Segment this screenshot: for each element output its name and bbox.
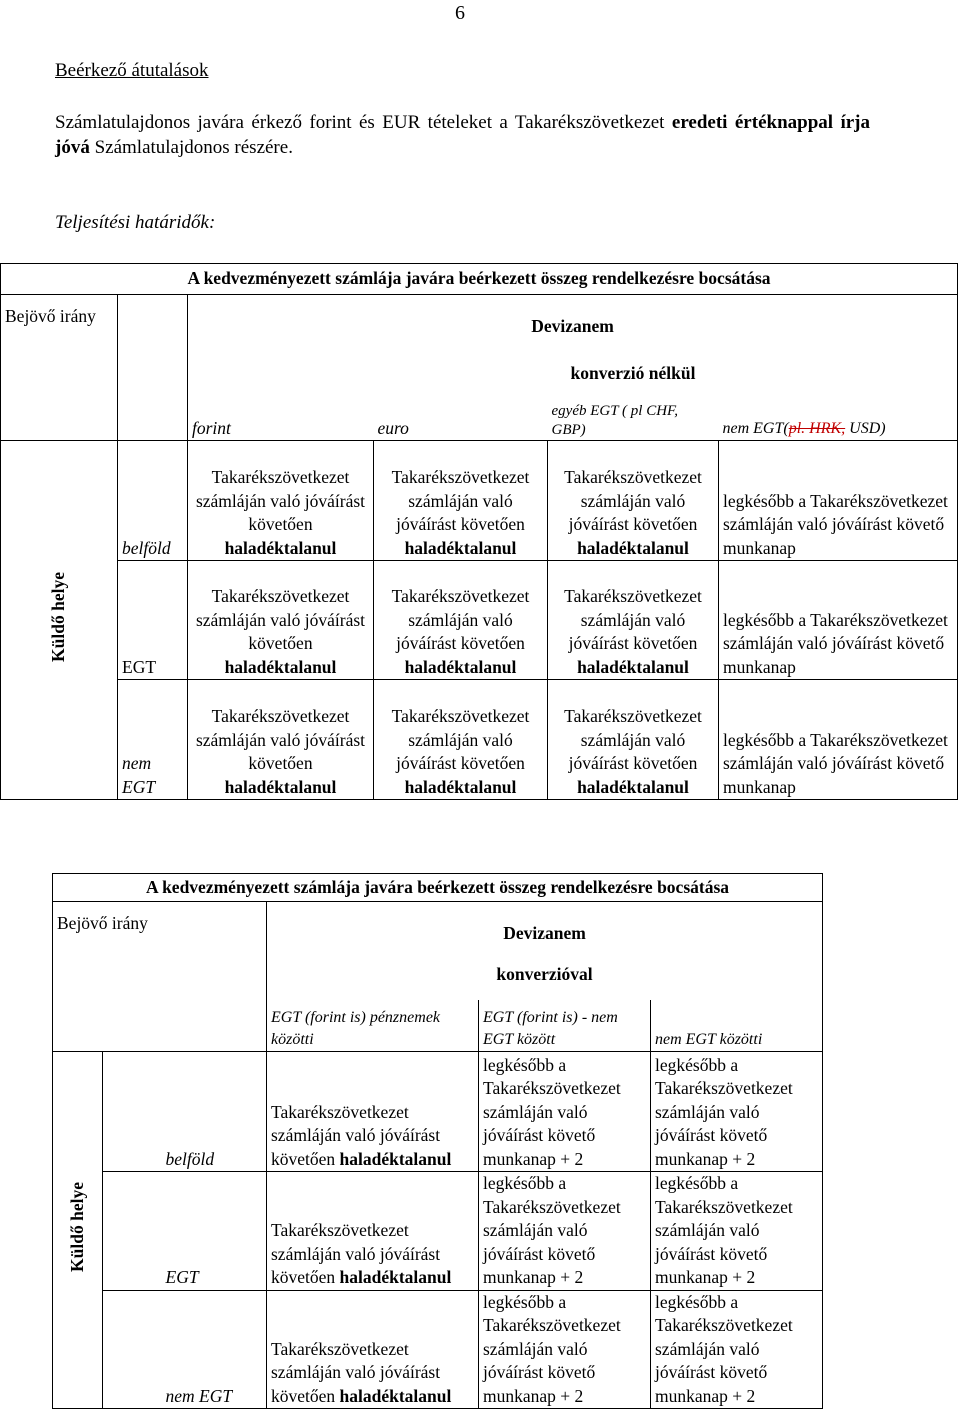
cell-normal [548,561,719,680]
table2-title: A kedvezményezett számlája javára beérkezett összeg rendelkezésre bocsátása [53,874,823,902]
cell-bold: haladéktalanul [404,776,517,797]
cell-late: legkésőbb a Takarékszövetkezet számláján való jóváírást követő munkanap + 2 [479,1052,651,1172]
cell-late: legkésőbb a Takarékszövetkezet számláján való jóváírást követő munkanap + 2 [479,1172,651,1291]
subtitle: Teljesítési határidők: [55,212,216,233]
cell-bold: haladéktalanul [224,776,337,797]
intro-text-start: Számlatulajdonos javára érkező forint és EUR tételeket a Takarékszövetkezet [55,112,672,133]
cell-bold: haladéktalanul [404,537,517,558]
col-nem-egt [719,386,958,441]
table1-kuldo-cell [1,441,118,800]
cell-text: Takarékszövetkezet számláján való jóváírást követően [271,1220,441,1287]
col-forint: forint [188,386,374,441]
table1-bejovo: Bejövő irány [1,295,118,441]
col2-2: EGT (forint is) - nem EGT között [479,1000,651,1052]
intro-text-end: Számlatulajdonos részére. [89,137,293,158]
table1-title: A kedvezményezett számlája javára beérkezett összeg rendelkezésre bocsátása [1,264,958,295]
table1-kuldo: Küldő helye [48,571,69,662]
cell-late: legkésőbb a Takarékszövetkezet számláján való jóváírást követő munkanap [719,441,958,561]
cell-normal [267,1172,479,1291]
cell-normal [267,1052,479,1172]
devizanem-text: Devizanem [503,923,586,943]
cell-text: Takarékszövetkezet számláján való jóváírást követően [391,586,530,653]
table2-kuldo-cell [53,1052,103,1409]
table2-kuldo: Küldő helye [66,1181,87,1272]
cell-text: Takarékszövetkezet számláján való jóváírást követően [391,706,530,773]
cell-late: legkésőbb a Takarékszövetkezet számláján való jóváírást követő munkanap + 2 [651,1052,823,1172]
cell-late: legkésőbb a Takarékszövetkezet számláján való jóváírást követő munkanap + 2 [479,1290,651,1409]
table-without-conversion [0,263,958,800]
row-label: nem EGT [118,680,188,800]
cell-text: Takarékszövetkezet számláján való jóváírást követően [564,467,702,534]
cell-normal [548,441,719,561]
cell-normal [188,680,374,800]
intro-bold: eredeti értéknappal írja jóvá [55,112,870,158]
section-title: Beérkező átutalások [55,60,209,81]
row-label: nem EGT [162,1290,267,1409]
col-euro: euro [374,386,548,441]
cell-normal [267,1290,479,1409]
cell-late: legkésőbb a Takarékszövetkezet számláján való jóváírást követő munkanap + 2 [651,1172,823,1291]
cell-normal [548,680,719,800]
cell-normal [188,561,374,680]
table-with-conversion [52,873,823,1409]
table2-devizanem [267,902,823,1000]
cell-late: legkésőbb a Takarékszövetkezet számláján való jóváírást követő munkanap + 2 [651,1290,823,1409]
col2-1: EGT (forint is) pénznemek közötti [267,1000,479,1052]
col2-3: nem EGT közötti [651,1000,823,1052]
cell-normal [188,441,374,561]
row-label: belföld [162,1052,267,1172]
col-nem-egt-strike: pl. HRK, [788,419,846,437]
cell-late: legkésőbb a Takarékszövetkezet számláján való jóváírást követő munkanap [719,680,958,800]
cell-bold: haladéktalanul [404,656,517,677]
table2-bejovo: Bejövő irány [53,902,267,1052]
row-label: EGT [118,561,188,680]
col-nem-egt-a: nem EGT( [722,419,789,437]
cell-bold: haladéktalanul [577,656,689,677]
cell-bold: haladéktalanul [339,1267,452,1287]
cell-bold: haladéktalanul [224,537,337,558]
cell-text: Takarékszövetkezet számláján való jóváírást követően [195,586,366,653]
cell-bold: haladéktalanul [577,537,689,558]
cell-normal [374,561,548,680]
table1-devizanem: Devizanem [188,295,958,359]
cell-bold: haladéktalanul [339,1385,452,1406]
row-label: EGT [162,1172,267,1291]
intro-paragraph [55,110,870,160]
konverzio-text: konverzióval [496,963,593,984]
col-nem-egt-b: USD) [845,419,886,437]
col-egyeb: egyéb EGT ( pl CHF, GBP) [548,386,719,441]
cell-normal [374,441,548,561]
row-label: belföld [118,441,188,561]
cell-bold: haladéktalanul [339,1148,452,1169]
cell-text: Takarékszövetkezet számláján való jóváírást követően [271,1101,441,1169]
cell-text: Takarékszövetkezet számláján való jóváírást követően [564,706,702,773]
cell-normal [374,680,548,800]
table1-blank [118,295,188,441]
table1-konverzio: konverzió nélkül [570,363,696,383]
cell-bold: haladéktalanul [577,776,689,797]
cell-late: legkésőbb a Takarékszövetkezet számláján való jóváírást követő munkanap [719,561,958,680]
page-number: 6 [455,2,465,24]
cell-text: Takarékszövetkezet számláján való jóváírást követően [195,706,366,773]
cell-text: Takarékszövetkezet számláján való jóváírást követően [271,1338,441,1406]
cell-text: Takarékszövetkezet számláján való jóváírást követően [195,467,366,534]
cell-text: Takarékszövetkezet számláján való jóváírást követően [391,467,530,534]
cell-text: Takarékszövetkezet számláján való jóváírást követően [564,586,702,653]
cell-bold: haladéktalanul [224,656,337,677]
